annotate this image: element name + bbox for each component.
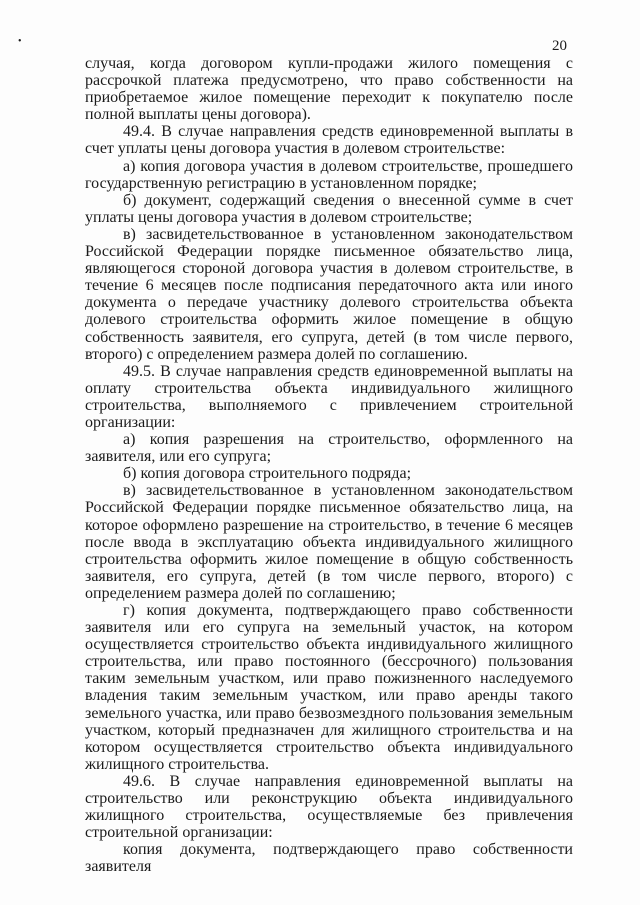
paragraph: а) копия разрешения на строительство, оформленного на заявителя, или его супруга; [85, 431, 573, 466]
paragraph: б) копия договора строительного подряда; [123, 465, 412, 483]
paragraph: г) копия документа, подтверждающего право собственности заявителя или его супруга на земельный участок, на котором осуществляется строительство объекта индивидуального жилищного строительства, или право постоянного (бессрочного) пользования таким земельным участком, или право пожизненного наследуемого владения таким земельным участком, или право аренды такого земельного участка, или право безвозмездного пользования земельным участком, который предназначен для жилищного строительства и на котором осуществляется строительство объекта индивидуального жилищного строительства. [85, 602, 573, 773]
paragraph: 49.4. В случае направления средств единовременной выплаты в счет уплаты цены договора участия в долевом строительстве: [85, 123, 573, 158]
paragraph: случая, когда договором купли-продажи жилого помещения с рассрочкой платежа предусмотрено, что право собственности на приобретаемое жилое помещение переходит к покупателю после полной выплаты цены договора). [85, 55, 573, 124]
paragraph: в) засвидетельствованное в установленном законодательством Российской Федерации порядке письменное обязательство лица, на которое оформлено разрешение на строительство, в течение 6 месяцев после ввода в эксплуатацию объекта индивидуального жилищного строительства оформить жилое помещение в общую собственность заявителя, его супруга, детей (в том числе первого, второго) с определением размера долей по соглашению; [85, 482, 573, 602]
paragraph: в) засвидетельствованное в установленном законодательством Российской Федерации порядке письменное обязательство лица, являющегося стороной договора участия в долевом строительстве, в течение 6 месяцев после подписания передаточного акта или иного документа о передаче участнику долевого строительства объекта долевого строительства оформить жилое помещение в общую собственность заявителя, его супруга, детей (в том числе первого, второго) с определением размера долей по соглашению. [85, 225, 573, 363]
document-body [85, 55, 573, 876]
paragraph: а) копия договора участия в долевом строительстве, прошедшего государственную регистрацию в установленном порядке; [85, 157, 573, 192]
paragraph: 49.5. В случае направления средств единовременной выплаты на оплату строительства объекта индивидуального жилищного строительства, выполняемого с привлечением строительной организации: [85, 362, 573, 431]
page-number: 20 [552, 38, 567, 54]
paragraph: б) документ, содержащий сведения о внесенной сумме в счет уплаты цены договора участия в долевом строительстве; [85, 191, 573, 226]
paragraph: копия документа, подтверждающего право собственности заявителя [85, 841, 573, 876]
scan-artifact-dot: • [18, 36, 22, 47]
paragraph: 49.6. В случае направления единовременной выплаты на строительство или реконструкцию объекта индивидуального жилищного строительства, осуществляемые без привлечения строительной организации: [85, 772, 573, 842]
